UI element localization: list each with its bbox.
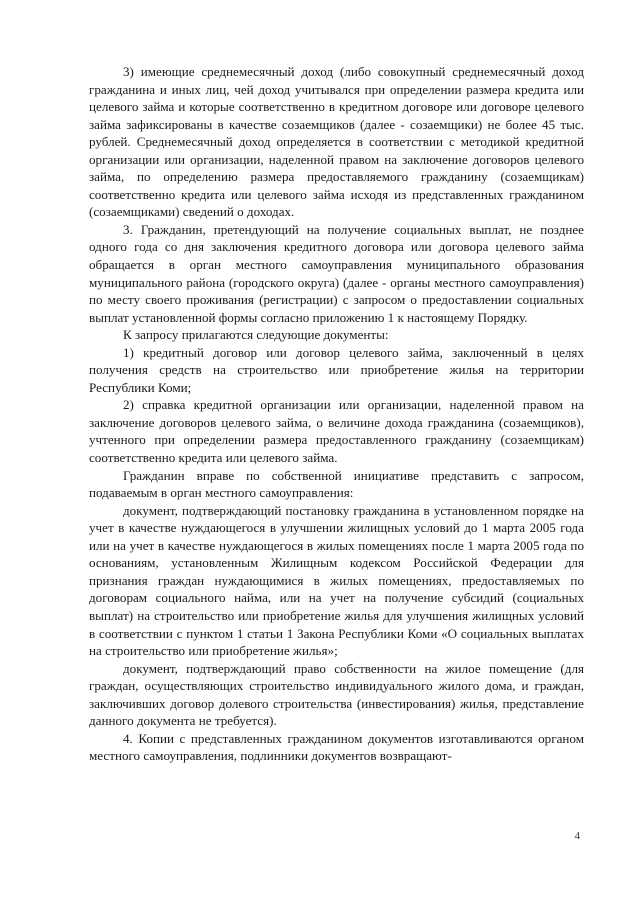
paragraph-point-4-copies: 4. Копии с представленных гражданином документов изготавливаются органом местного самоуправления, подлинники документов возвращают- bbox=[89, 730, 584, 764]
paragraph-point-3-request: 3. Гражданин, претендующий на получение социальных выплат, не позднее одного года со дня заключения кредитного договора или договора целевого займа обращается в орган местного самоуправления муниципального образования муниципального района (городского округа) (далее - органы местного самоуправления) по месту своего проживания (регистрации) с запросом о предоставлении социальных выплат установленной формы согласно приложению 1 к настоящему Порядку. bbox=[89, 221, 584, 325]
paragraph-document-1-loan-agreement: 1) кредитный договор или договор целевого займа, заключенный в целях получения средств на строительство или приобретение жилья на территории Республики Коми; bbox=[89, 344, 584, 395]
document-body bbox=[89, 63, 584, 765]
paragraph-document-2-income-certificate: 2) справка кредитной организации или организации, наделенной правом на заключение договоров целевого займа, о величине дохода гражданина (созаемщиков), учтенного при определении размера предоставленного гражданину (созаемщикам) соответственно кредита или целевого займа. bbox=[89, 397, 584, 466]
paragraph-optional-documents-intro: Гражданин вправе по собственной инициативе представить с запросом, подаваемым в орган местного самоуправления: bbox=[89, 467, 584, 501]
paragraph-condition-3-income: 3) имеющие среднемесячный доход (либо совокупный среднемесячный доход гражданина и иных лиц, чей доход учитывался при определении размера кредита или целевого займа и которые соответственно в кредитном договоре или договоре целевого займа зафиксированы в качестве созаемщиков (далее - созаемщики) не более 45 тыс. рублей. Среднемесячный доход определяется в соответствии с методикой кредитной организации или организации, наделенной правом на заключение договоров целевого займа, по определению размера предоставляемого гражданину (созаемщикам) соответственно кредита или целевого займа исходя из представленных гражданином (созаемщиками) сведений о доходах. bbox=[89, 64, 584, 220]
paragraph-attached-documents-intro: К запросу прилагаются следующие документы: bbox=[123, 327, 389, 343]
page-number: 4 bbox=[574, 830, 580, 842]
paragraph-optional-document-ownership: документ, подтверждающий право собственности на жилое помещение (для граждан, осуществляющих строительство индивидуального жилого дома, и граждан, заключивших договор долевого строительства (инвестирования) жилья, представление данного документа не требуется). bbox=[89, 660, 584, 729]
paragraph-optional-document-housing-registration: документ, подтверждающий постановку гражданина в установленном порядке на учет в качестве нуждающегося в улучшении жилищных условий до 1 марта 2005 года или на учет в качестве нуждающегося в жилых помещениях после 1 марта 2005 года по основаниям, установленным Жилищным кодексом Российской Федерации для признания граждан нуждающимися в жилых помещениях, предоставляемых по договорам социального найма, или на учет на получение субсидий (социальных выплат) на строительство или приобретение жилья для улучшения жилищных условий в соответствии с пунктом 1 статьи 1 Закона Республики Коми «О социальных выплатах на строительство или приобретение жилья»; bbox=[89, 502, 584, 659]
